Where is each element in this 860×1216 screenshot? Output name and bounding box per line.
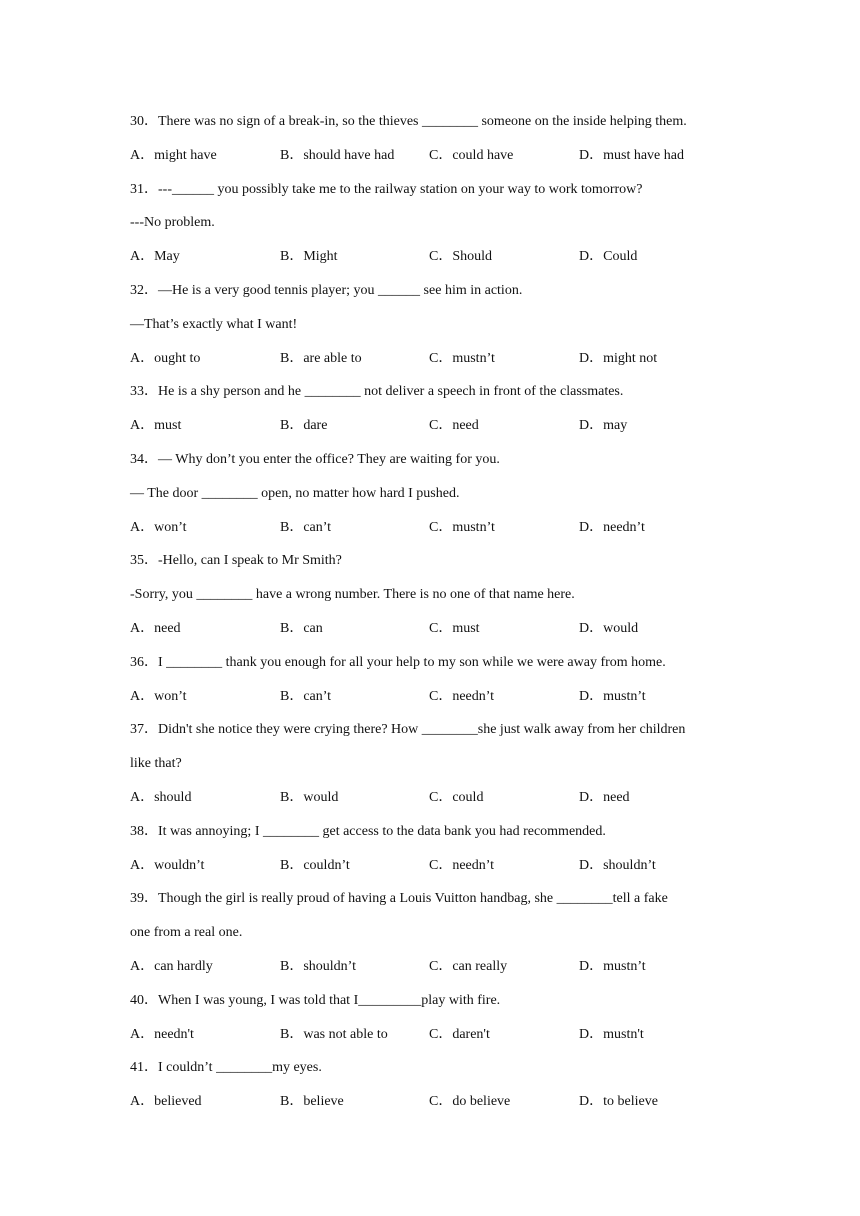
- option-d: D．must have had: [579, 147, 684, 163]
- option-c: C．need: [429, 418, 479, 434]
- option-a: A．must: [130, 418, 182, 434]
- question-block: [130, 886, 750, 987]
- option-d: D．mustn’t: [579, 688, 646, 704]
- option-c: C．Should: [429, 249, 493, 265]
- answer-options: [130, 616, 750, 650]
- option-a: A．believed: [130, 1094, 202, 1110]
- answer-options: [130, 1089, 750, 1123]
- answer-options: [130, 684, 750, 718]
- option-a: A．can hardly: [130, 958, 213, 974]
- option-b: B．believe: [280, 1094, 344, 1110]
- option-b: B．dare: [280, 418, 328, 434]
- question-block: [130, 379, 750, 447]
- answer-options: [130, 1022, 750, 1056]
- option-d: D．may: [579, 418, 628, 434]
- question-continuation: — The door ________ open, no matter how hard I pushed.: [130, 485, 460, 501]
- question-continuation: ---No problem.: [130, 215, 215, 231]
- option-a: A．needn't: [130, 1026, 194, 1042]
- option-c: C．daren't: [429, 1026, 490, 1042]
- option-c: C．needn’t: [429, 857, 495, 873]
- option-b: B．can’t: [280, 519, 332, 535]
- option-a: A．May: [130, 249, 180, 265]
- worksheet: [130, 109, 750, 1123]
- question-stem: 35．-Hello, can I speak to Mr Smith?: [130, 553, 342, 569]
- question-block: [130, 988, 750, 1056]
- question-stem: 33．He is a shy person and he ________ not deliver a speech in front of the classmates.: [130, 384, 624, 400]
- option-b: B．shouldn’t: [280, 958, 356, 974]
- option-b: B．are able to: [280, 350, 362, 366]
- question-block: [130, 447, 750, 548]
- question-block: [130, 177, 750, 278]
- question-continuation: one from a real one.: [130, 925, 243, 941]
- option-a: A．ought to: [130, 350, 201, 366]
- option-c: C．could have: [429, 147, 514, 163]
- answer-options: [130, 413, 750, 447]
- option-a: A．won’t: [130, 688, 187, 704]
- option-d: D．would: [579, 620, 639, 636]
- option-b: B．would: [280, 789, 339, 805]
- option-a: A．might have: [130, 147, 217, 163]
- question-stem: 32．—He is a very good tennis player; you ______ see him in action.: [130, 282, 523, 298]
- option-b: B．was not able to: [280, 1026, 388, 1042]
- question-stem: 41．I couldn’t ________my eyes.: [130, 1060, 322, 1076]
- option-c: C．mustn’t: [429, 519, 495, 535]
- question-block: [130, 1055, 750, 1123]
- question-stem: 34．— Why don’t you enter the office? They are waiting for you.: [130, 451, 500, 467]
- question-stem: 36．I ________ thank you enough for all your help to my son while we were away from home.: [130, 654, 666, 670]
- answer-options: [130, 143, 750, 177]
- option-a: A．need: [130, 620, 181, 636]
- question-stem: 40．When I was young, I was told that I_________play with fire.: [130, 992, 501, 1008]
- option-b: B．can: [280, 620, 323, 636]
- option-d: D．mustn’t: [579, 958, 646, 974]
- question-block: [130, 278, 750, 379]
- option-b: B．couldn’t: [280, 857, 350, 873]
- option-b: B．Might: [280, 249, 338, 265]
- answer-options: [130, 515, 750, 549]
- question-continuation: -Sorry, you ________ have a wrong number. There is no one of that name here.: [130, 587, 575, 603]
- answer-options: [130, 954, 750, 988]
- option-c: C．can really: [429, 958, 508, 974]
- option-d: D．might not: [579, 350, 658, 366]
- option-a: A．won’t: [130, 519, 187, 535]
- option-c: C．do believe: [429, 1094, 511, 1110]
- option-d: D．Could: [579, 249, 638, 265]
- option-d: D．mustn't: [579, 1026, 644, 1042]
- question-stem: 30．There was no sign of a break-in, so the thieves ________ someone on the inside helping them.: [130, 114, 687, 129]
- question-stem: 31．---______ you possibly take me to the railway station on your way to work tomorrow?: [130, 181, 643, 197]
- question-block: [130, 717, 750, 818]
- option-d: D．shouldn’t: [579, 857, 656, 873]
- option-b: B．can’t: [280, 688, 332, 704]
- answer-options: [130, 244, 750, 278]
- question-block: [130, 819, 750, 887]
- option-b: B．should have had: [280, 147, 395, 163]
- option-c: C．must: [429, 620, 480, 636]
- option-c: C．needn’t: [429, 688, 495, 704]
- question-block: [130, 650, 750, 718]
- option-d: D．to believe: [579, 1094, 658, 1110]
- question-stem: 38．It was annoying; I ________ get access to the data bank you had recommended.: [130, 823, 606, 839]
- option-c: C．could: [429, 789, 484, 805]
- option-a: A．should: [130, 789, 192, 805]
- question-continuation: like that?: [130, 756, 182, 772]
- answer-options: [130, 346, 750, 380]
- option-a: A．wouldn’t: [130, 857, 205, 873]
- question-stem: 39．Though the girl is really proud of having a Louis Vuitton handbag, she ________tell a fake: [130, 891, 668, 907]
- option-c: C．mustn’t: [429, 350, 495, 366]
- question-block: [130, 548, 750, 649]
- question-block: [130, 109, 750, 177]
- option-d: D．need: [579, 789, 630, 805]
- option-d: D．needn’t: [579, 519, 645, 535]
- question-stem: 37．Didn't she notice they were crying there? How ________she just walk away from her children: [130, 722, 686, 738]
- answer-options: [130, 785, 750, 819]
- question-continuation: —That’s exactly what I want!: [130, 316, 298, 332]
- answer-options: [130, 853, 750, 887]
